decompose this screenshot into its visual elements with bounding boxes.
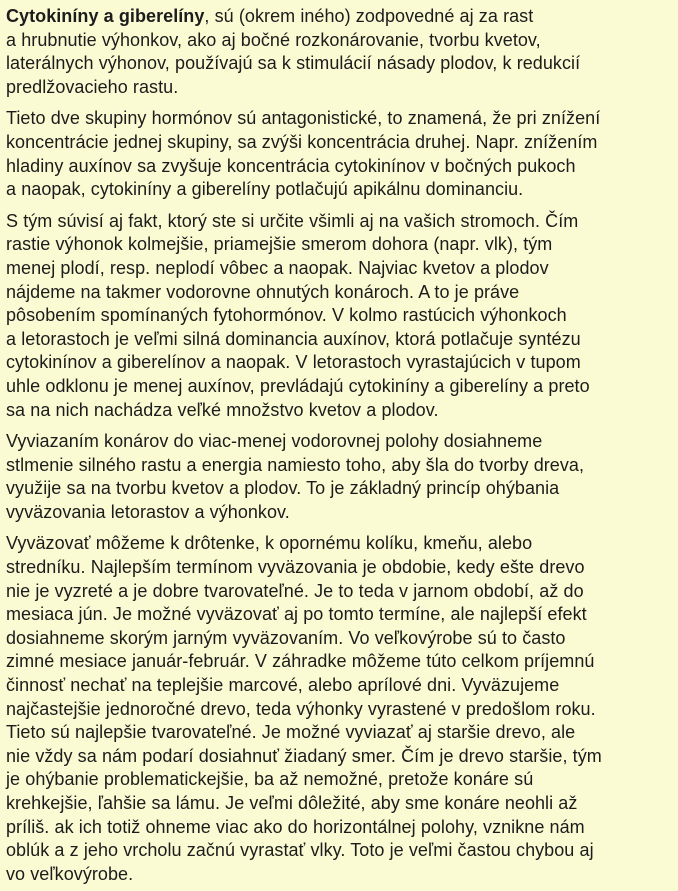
paragraph-lead-term: Cytokiníny a giberelíny (6, 6, 205, 26)
paragraph-text: , sú (okrem iného) zodpovedné aj za rast a hrubnutie výhonkov, ako aj bočné rozkonárovanie, tvorbu kvetov, laterálnych výhonov, používajú sa k stimulácií násady plodov, k redukcií predlžovacieho rastu. (6, 6, 581, 97)
paragraph-tying-principle: Vyviazaním konárov do viac-menej vodorovnej polohy dosiahneme stlmenie silného rastu a energia namiesto toho, aby šla do tvorby dreva, využije sa na tvorbu kvetov a plodov. To je základný princíp ohýbania vyväzovania letorastov a výhonkov. (6, 431, 585, 522)
paragraph-antagonism: Tieto dve skupiny hormónov sú antagonistické, to znamená, že pri znížení koncentrácie jednej skupiny, sa zvýši koncentrácia druhej. Napr. znížením hladiny auxínov sa zvyšuje koncentrácia cytokinínov v bočných pukoch a naopak, cytokiníny a giberelíny potlačujú apikálnu dominanciu. (6, 108, 601, 200)
paragraph-branch-angle: S tým súvisí aj fakt, ktorý ste si určite všimli aj na vašich stromoch. Čím rastie výhonok kolmejšie, priamejšie smerom dohora (napr. vlk), tým menej plodí, resp. neplodí vôbec a naopak. Najviac kvetov a plodov nájdeme na takmer vodorovne ohnutých konároch. A to je práve pôsobením spomínaných fytohormónov. V kolmo rastúcich výhonkoch a letorastoch je veľmi silná dominancia auxínov, ktorá potlačuje syntézu cytokinínov a giberelínov a naopak. V letorastoch vyrastajúcich v tupom uhle odklonu je menej auxínov, prevládajú cytokiníny a giberelíny a preto sa na nich nachádza veľké množstvo kvetov a plodov. (6, 210, 590, 420)
paragraph-hormone-functions (6, 5, 674, 99)
paragraph-tying-timing: Vyväzovať môžeme k drôtenke, k opornému kolíku, kmeňu, alebo stredníku. Najlepším termínom vyväzovania je obdobie, kedy ešte drevo nie je vyzreté a je dobre tvarovateľné. Je to teda v jarnom období, až do mesiaca jún. Je možné vyväzovať aj po tomto termíne, ale najlepší efekt dosiahneme skorým jarným vyväzovaním. Vo veľkovýrobe sú to často zimné mesiace január-február. V záhradke môžeme túto celkom príjemnú činnosť nechať na teplejšie marcové, alebo aprílové dni. Vyväzujeme najčastejšie jednoročné drevo, teda výhonky vyrastené v predošlom roku. Tieto sú najlepšie tvarovateľné. Je možné vyviazať aj staršie drevo, ale nie vždy sa nám podarí dosiahnuť žiadaný smer. Čím je drevo staršie, tým je ohýbanie problematickejšie, ba až nemožné, pretože konáre sú krehkejšie, ľahšie sa lámu. Je veľmi dôležité, aby sme konáre neohli až príliš. ak ich totiž ohneme viac ako do horizontálnej polohy, vznikne nám oblúk a z jeho vrcholu začnú vyrastať vlky. Toto je veľmi častou chybou aj vo veľkovýrobe. (6, 533, 602, 884)
